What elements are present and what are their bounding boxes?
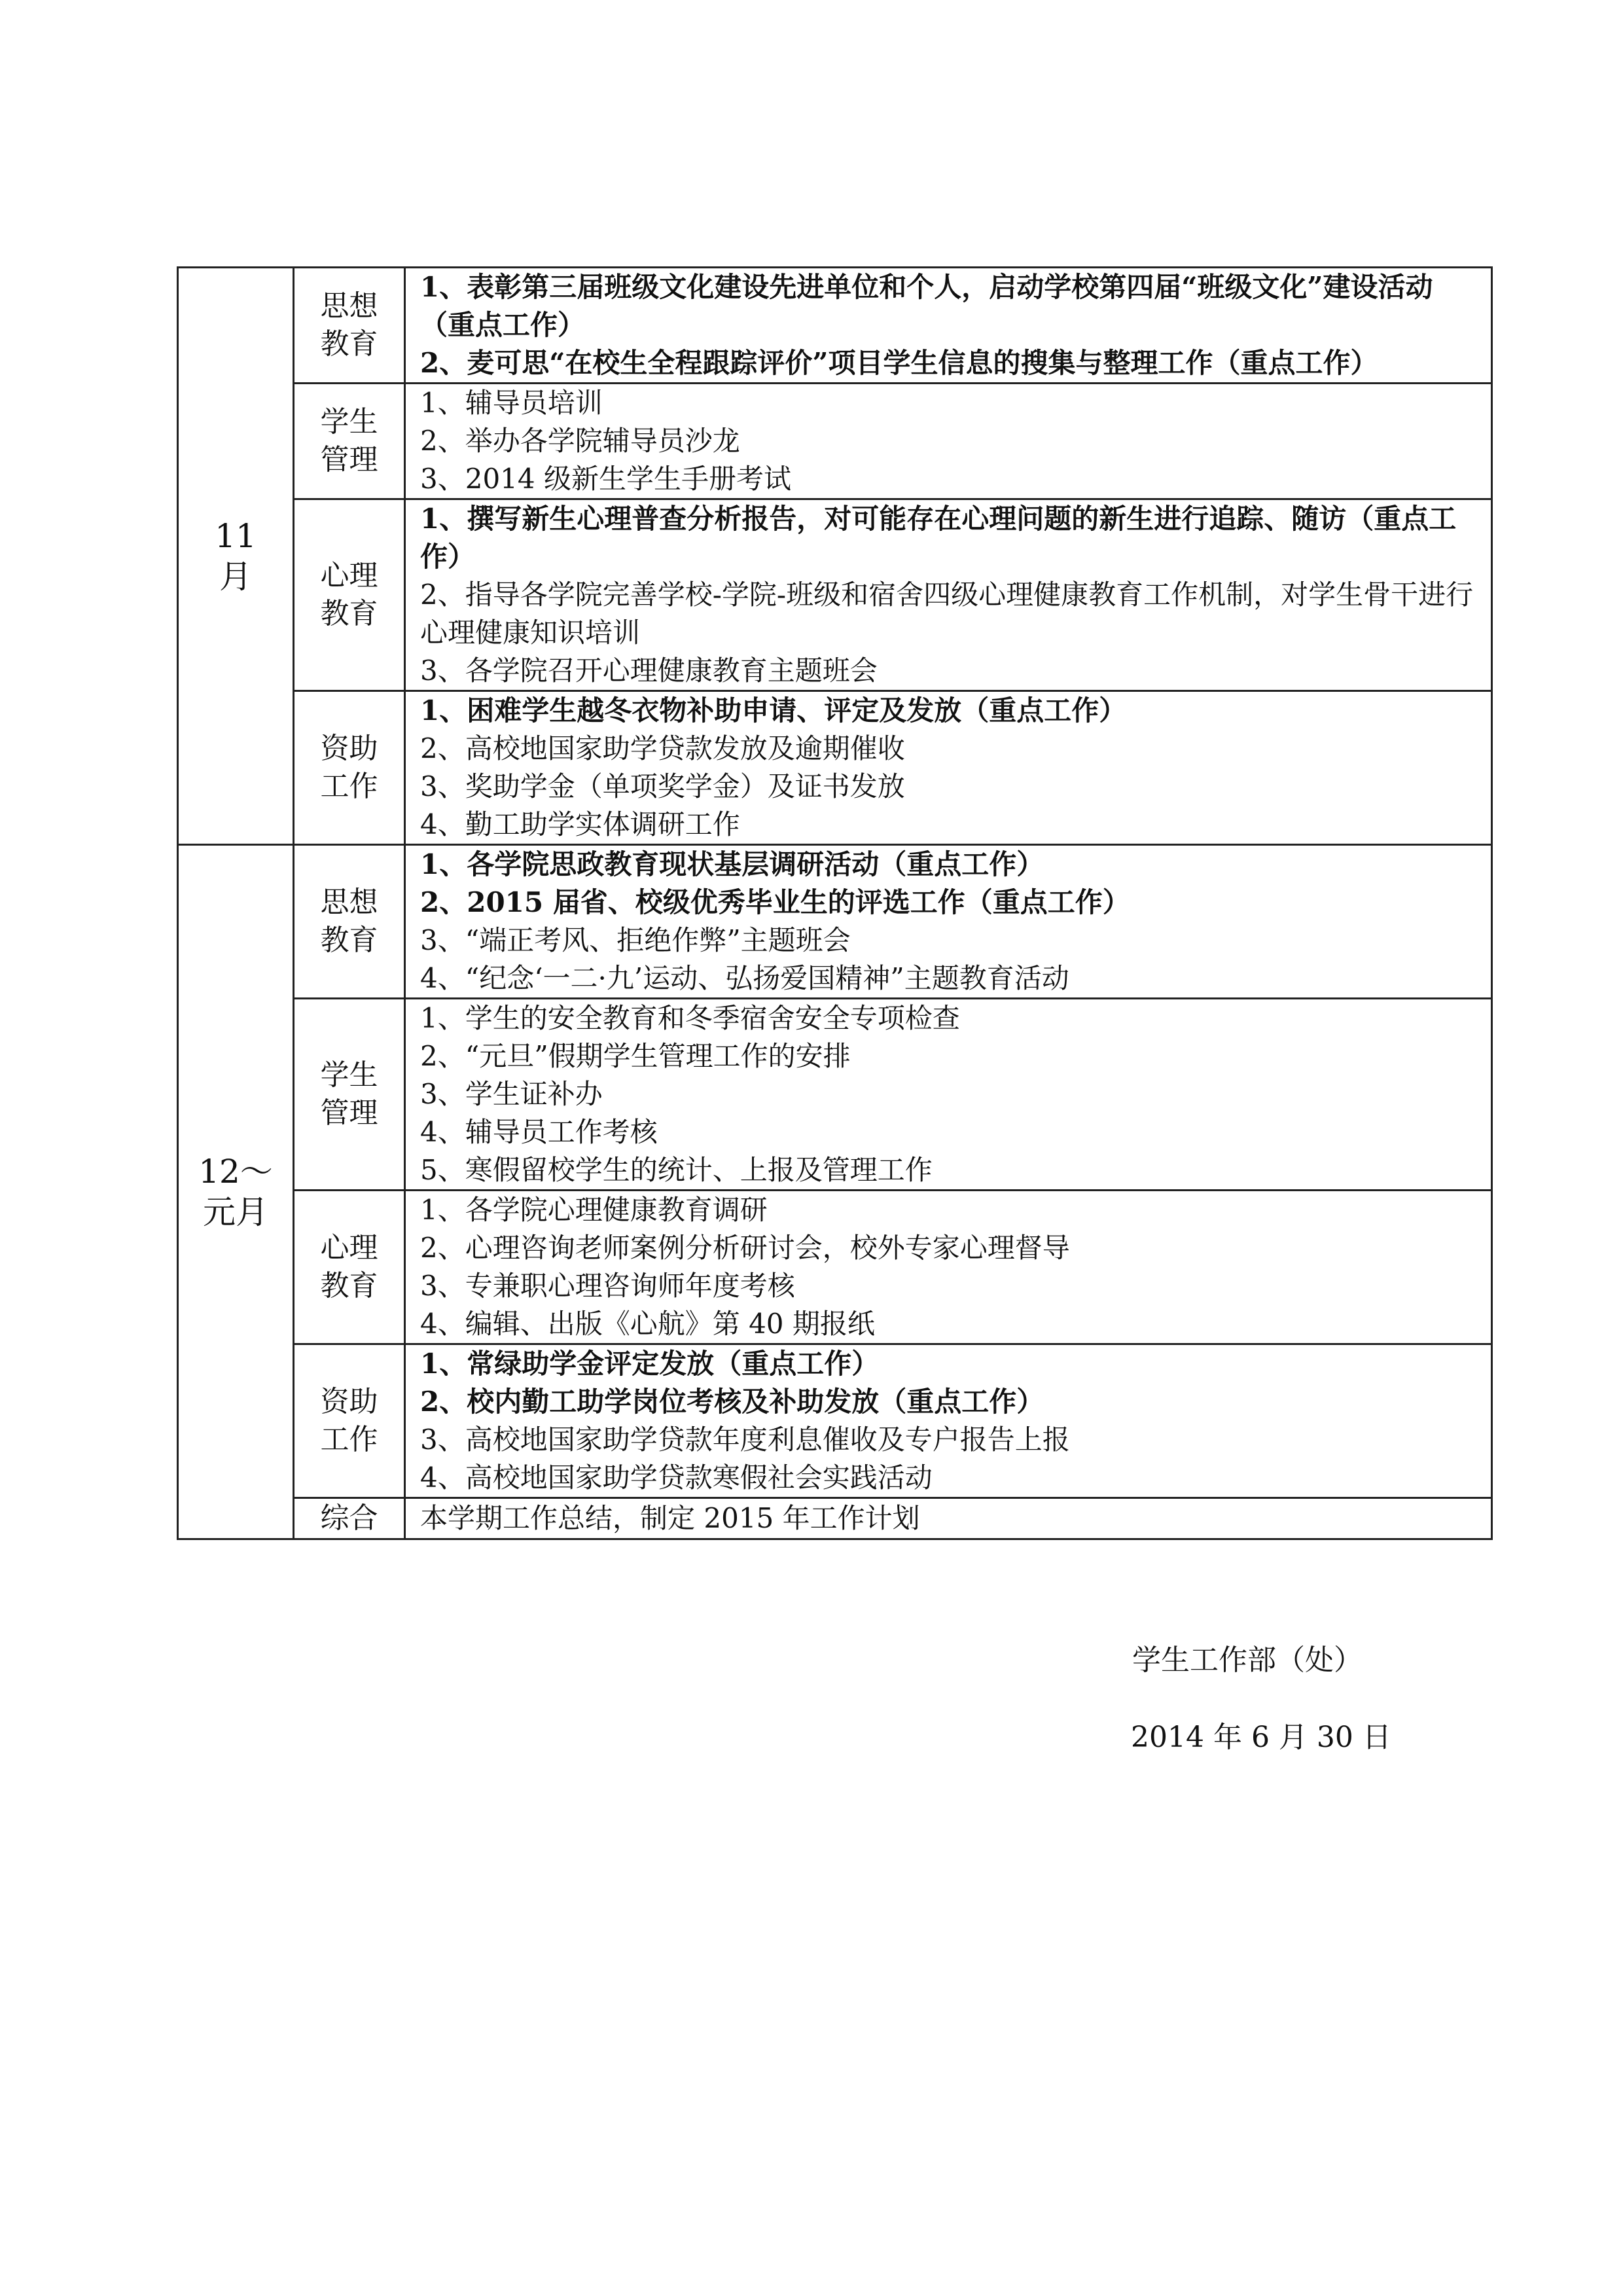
category-cell (294, 1344, 405, 1498)
month-label: 12～ 元月 (198, 1153, 273, 1231)
task-item: 4、勤工助学实体调研工作 (420, 808, 740, 840)
category-label: 心理教育 (320, 559, 378, 630)
table-row (178, 999, 1492, 1191)
task-list-cell (405, 1191, 1492, 1344)
table-row (178, 1344, 1492, 1498)
key-task-item: 2、2015 届省、校级优秀毕业生的评选工作（重点工作） (420, 886, 1130, 918)
task-list-cell (405, 999, 1492, 1191)
category-cell (294, 1498, 405, 1539)
category-label: 资助工作 (320, 1385, 378, 1456)
task-item: 本学期工作总结，制定 2015 年工作计划 (420, 1502, 920, 1534)
task-item: 3、各学院召开心理健康教育主题班会 (420, 655, 878, 687)
category-label: 学生管理 (320, 405, 378, 476)
task-list-cell (405, 499, 1492, 691)
task-item: 4、“纪念‘一二·九’运动、弘扬爱国精神”主题教育活动 (420, 962, 1069, 994)
task-item: 2、举办各学院辅导员沙龙 (420, 425, 740, 457)
task-item: 3、学生证补办 (420, 1078, 603, 1110)
category-label: 综合 (320, 1501, 378, 1535)
key-task-item: 2、校内勤工助学岗位考核及补助发放（重点工作） (420, 1386, 1044, 1418)
category-cell (294, 268, 405, 384)
month-cell (178, 268, 294, 845)
task-item: 1、辅导员培训 (420, 387, 603, 419)
task-item: 3、“端正考风、拒绝作弊”主题班会 (420, 924, 851, 956)
task-list-cell (405, 268, 1492, 384)
task-list-cell (405, 1498, 1492, 1539)
table-row (178, 384, 1492, 499)
task-list-cell (405, 1344, 1492, 1498)
table-row (178, 499, 1492, 691)
task-item: 2、心理咨询老师案例分析研讨会，校外专家心理督导 (420, 1232, 1070, 1264)
table-row (178, 1498, 1492, 1539)
table-row (178, 845, 1492, 999)
key-task-item: 1、表彰第三届班级文化建设先进单位和个人，启动学校第四届“班级文化”建设活动（重点工作） (420, 271, 1433, 341)
task-item: 3、2014 级新生学生手册考试 (420, 463, 791, 495)
task-item: 1、学生的安全教育和冬季宿舍安全专项检查 (420, 1002, 960, 1034)
work-plan-table (177, 266, 1493, 1540)
category-cell (294, 999, 405, 1191)
key-task-item: 2、麦可思“在校生全程跟踪评价”项目学生信息的搜集与整理工作（重点工作） (420, 347, 1378, 379)
category-label: 思想教育 (320, 886, 378, 957)
task-item: 4、高校地国家助学贷款寒假社会实践活动 (420, 1462, 933, 1494)
task-item: 3、奖助学金（单项奖学金）及证书发放 (420, 770, 905, 802)
task-item: 5、寒假留校学生的统计、上报及管理工作 (420, 1154, 933, 1186)
task-list-cell (405, 845, 1492, 999)
task-list-cell (405, 384, 1492, 499)
category-cell (294, 845, 405, 999)
category-cell (294, 691, 405, 845)
table-row (178, 268, 1492, 384)
key-task-item: 1、各学院思政教育现状基层调研活动（重点工作） (420, 848, 1044, 880)
issuing-department: 学生工作部（处） (1132, 1643, 1363, 1677)
key-task-item: 1、困难学生越冬衣物补助申请、评定及发放（重点工作） (420, 694, 1127, 726)
task-item: 3、高校地国家助学贷款年度利息催收及专户报告上报 (420, 1424, 1070, 1456)
month-cell (178, 845, 294, 1539)
task-item: 2、指导各学院完善学校-学院-班级和宿舍四级心理健康教育工作机制，对学生骨干进行心理健康知识培训 (420, 579, 1474, 649)
category-cell (294, 1191, 405, 1344)
category-cell (294, 499, 405, 691)
issue-date: 2014 年 6 月 30 日 (1131, 1721, 1391, 1754)
task-item: 1、各学院心理健康教育调研 (420, 1194, 768, 1226)
table-row (178, 1191, 1492, 1344)
task-item: 4、辅导员工作考核 (420, 1116, 658, 1148)
table-row (178, 691, 1492, 845)
task-list-cell (405, 691, 1492, 845)
work-plan-table-body (178, 268, 1492, 1539)
task-item: 3、专兼职心理咨询师年度考核 (420, 1270, 795, 1302)
category-label: 心理教育 (320, 1231, 378, 1302)
category-label: 资助工作 (320, 732, 378, 803)
key-task-item: 1、撰写新生心理普查分析报告，对可能存在心理问题的新生进行追踪、随访（重点工作） (420, 503, 1457, 573)
category-label: 思想教育 (320, 289, 378, 361)
key-task-item: 1、常绿助学金评定发放（重点工作） (420, 1348, 880, 1380)
category-label: 学生管理 (320, 1058, 378, 1130)
task-item: 2、高校地国家助学贷款发放及逾期催收 (420, 732, 905, 764)
task-item: 2、“元旦”假期学生管理工作的安排 (420, 1040, 851, 1072)
category-cell (294, 384, 405, 499)
task-item: 4、编辑、出版《心航》第 40 期报纸 (420, 1308, 875, 1340)
month-label: 11 月 (215, 516, 257, 596)
